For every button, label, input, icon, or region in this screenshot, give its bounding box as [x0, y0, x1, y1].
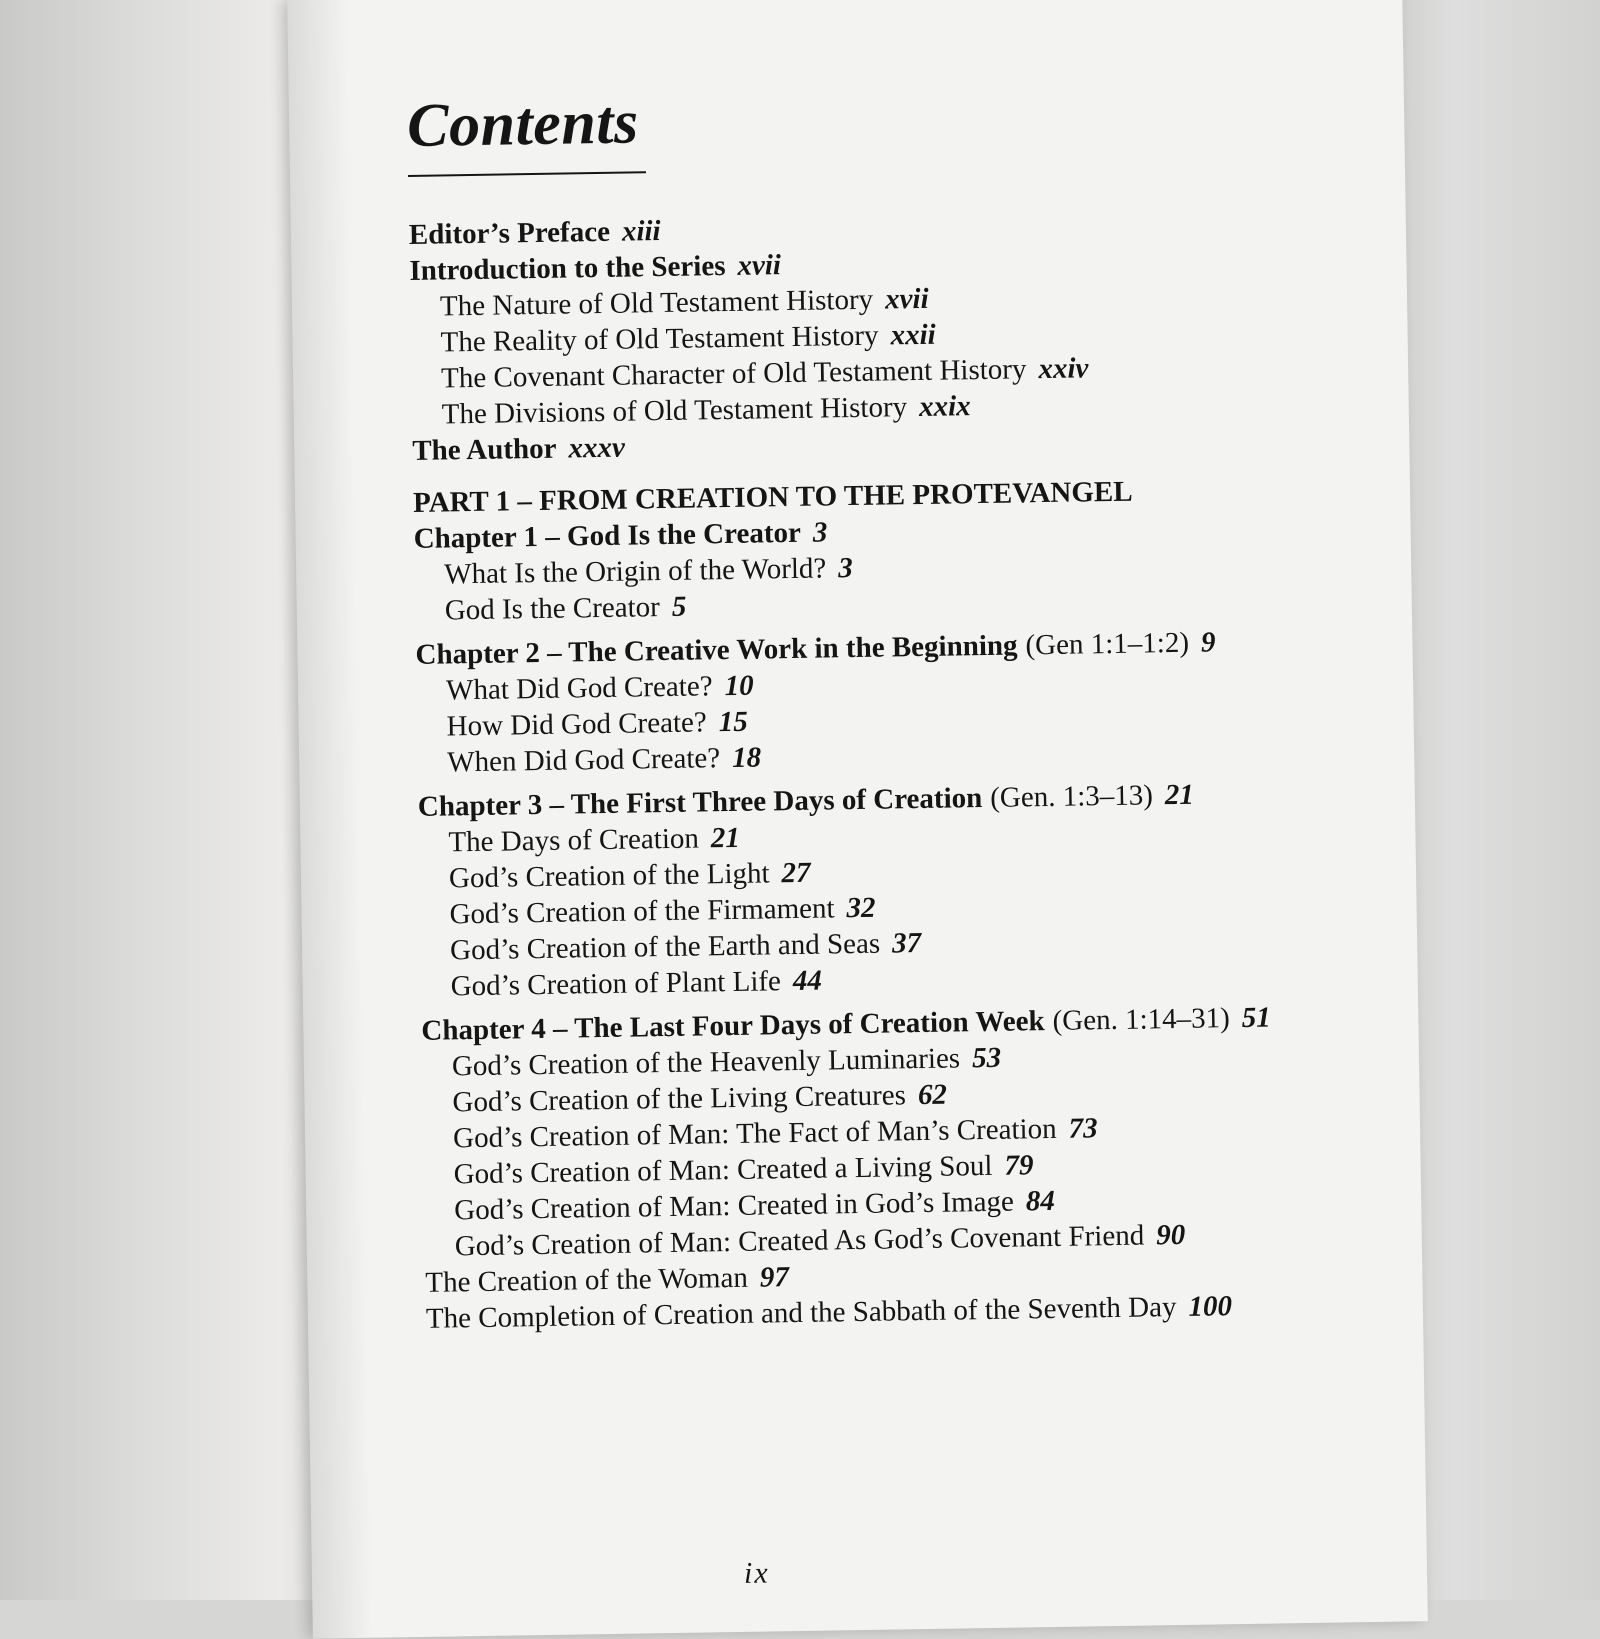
toc-page-number: 84 [1025, 1184, 1056, 1218]
facing-left-page [0, 0, 330, 1600]
toc-label: The Divisions of Old Testament History [441, 391, 908, 431]
toc-label: God’s Creation of Man: Created in God’s Image [453, 1185, 1015, 1227]
toc-page-number: 18 [731, 741, 762, 774]
toc-page-number: xxix [918, 390, 971, 423]
toc-page-number: xxxv [568, 431, 626, 465]
toc-page-number: 3 [838, 552, 854, 585]
scripture-reference: (Gen. 1:3–13) [989, 779, 1154, 814]
toc-page-number: 44 [792, 964, 823, 998]
toc-page-number: xiii [621, 215, 661, 248]
contents-block [407, 80, 1406, 1337]
toc-label: God’s Creation of the Living Creatures [452, 1079, 907, 1119]
toc-label: God Is the Creator [444, 591, 661, 627]
toc-page-number: xvii [884, 282, 929, 316]
toc-label: What Is the Origin of the World? [443, 552, 827, 591]
toc-page-number: 5 [671, 590, 687, 623]
toc-page-number: 10 [724, 669, 754, 703]
toc-page-number: xxiv [1038, 352, 1089, 386]
toc-label: The Author [412, 432, 557, 467]
toc-label: God’s Creation of the Firmament [449, 892, 835, 931]
toc-label: How Did God Create? [446, 706, 707, 743]
contents-title: Contents [406, 88, 640, 160]
toc-page-number: 73 [1068, 1112, 1098, 1145]
toc-label: What Did God Create? [445, 670, 713, 707]
toc-label: The Nature of Old Testament History [439, 283, 874, 323]
toc-page-number: 9 [1200, 626, 1216, 659]
toc-page-number: 100 [1188, 1290, 1233, 1323]
toc-page-number: 32 [846, 891, 876, 925]
toc-page-number: 27 [781, 856, 811, 890]
page-folio: ix [743, 1556, 770, 1590]
toc-page-number: 37 [891, 927, 922, 960]
toc-label: God’s Creation of the Earth and Seas [449, 927, 881, 967]
chapter-title: Chapter 1 – God Is the Creator [413, 516, 802, 555]
toc-page-number: 53 [971, 1041, 1002, 1075]
toc-page-number: 62 [917, 1078, 948, 1112]
toc-label: God’s Creation of Man: Created a Living Soul [453, 1149, 993, 1191]
toc-page-number: 51 [1241, 1001, 1272, 1034]
toc-label: God’s Creation of the Light [448, 857, 770, 895]
toc-page-number: xvii [737, 249, 782, 282]
toc-label: God’s Creation of Plant Life [450, 965, 782, 1003]
toc-label: When Did God Create? [446, 742, 721, 779]
toc-page-number: 97 [759, 1261, 790, 1294]
title-rule [408, 171, 646, 177]
scripture-reference: (Gen. 1:14–31) [1052, 1002, 1231, 1037]
chapter-title: Chapter 3 – The First Three Days of Creation [417, 782, 983, 823]
part-heading: PART 1 – FROM CREATION TO THE PROTEVANGEL [412, 475, 1133, 519]
toc-label: God’s Creation of Man: The Fact of Man’s Creation [452, 1112, 1057, 1155]
book-page [287, 0, 1428, 1639]
chapter-title: Chapter 2 – The Creative Work in the Beginning [415, 629, 1018, 671]
toc-page-number: 3 [812, 516, 828, 549]
toc-page-number: 79 [1004, 1149, 1034, 1182]
toc-page-number: 21 [1164, 778, 1195, 812]
table-of-contents [409, 202, 1406, 1337]
toc-label: God’s Creation of Man: Created As God’s Covenant Friend [454, 1219, 1145, 1263]
toc-page-number: 90 [1155, 1218, 1186, 1252]
toc-label: The Creation of the Woman [425, 1261, 749, 1299]
toc-label: The Reality of Old Testament History [440, 319, 879, 359]
toc-label: The Completion of Creation and the Sabbath of the Seventh Day [425, 1291, 1177, 1335]
scripture-reference: (Gen 1:1–1:2) [1025, 626, 1190, 662]
toc-page-number: xxii [890, 318, 936, 352]
toc-label: The Covenant Character of Old Testament History [440, 353, 1027, 395]
toc-page-number: 15 [718, 705, 748, 739]
toc-page-number: 21 [710, 821, 741, 855]
toc-label: The Days of Creation [448, 822, 700, 859]
toc-label: Editor’s Preface [408, 215, 611, 251]
toc-label: Introduction to the Series [409, 250, 726, 287]
toc-label: God’s Creation of the Heavenly Luminaries [451, 1042, 961, 1083]
chapter-title: Chapter 4 – The Last Four Days of Creation Week [421, 1005, 1045, 1047]
